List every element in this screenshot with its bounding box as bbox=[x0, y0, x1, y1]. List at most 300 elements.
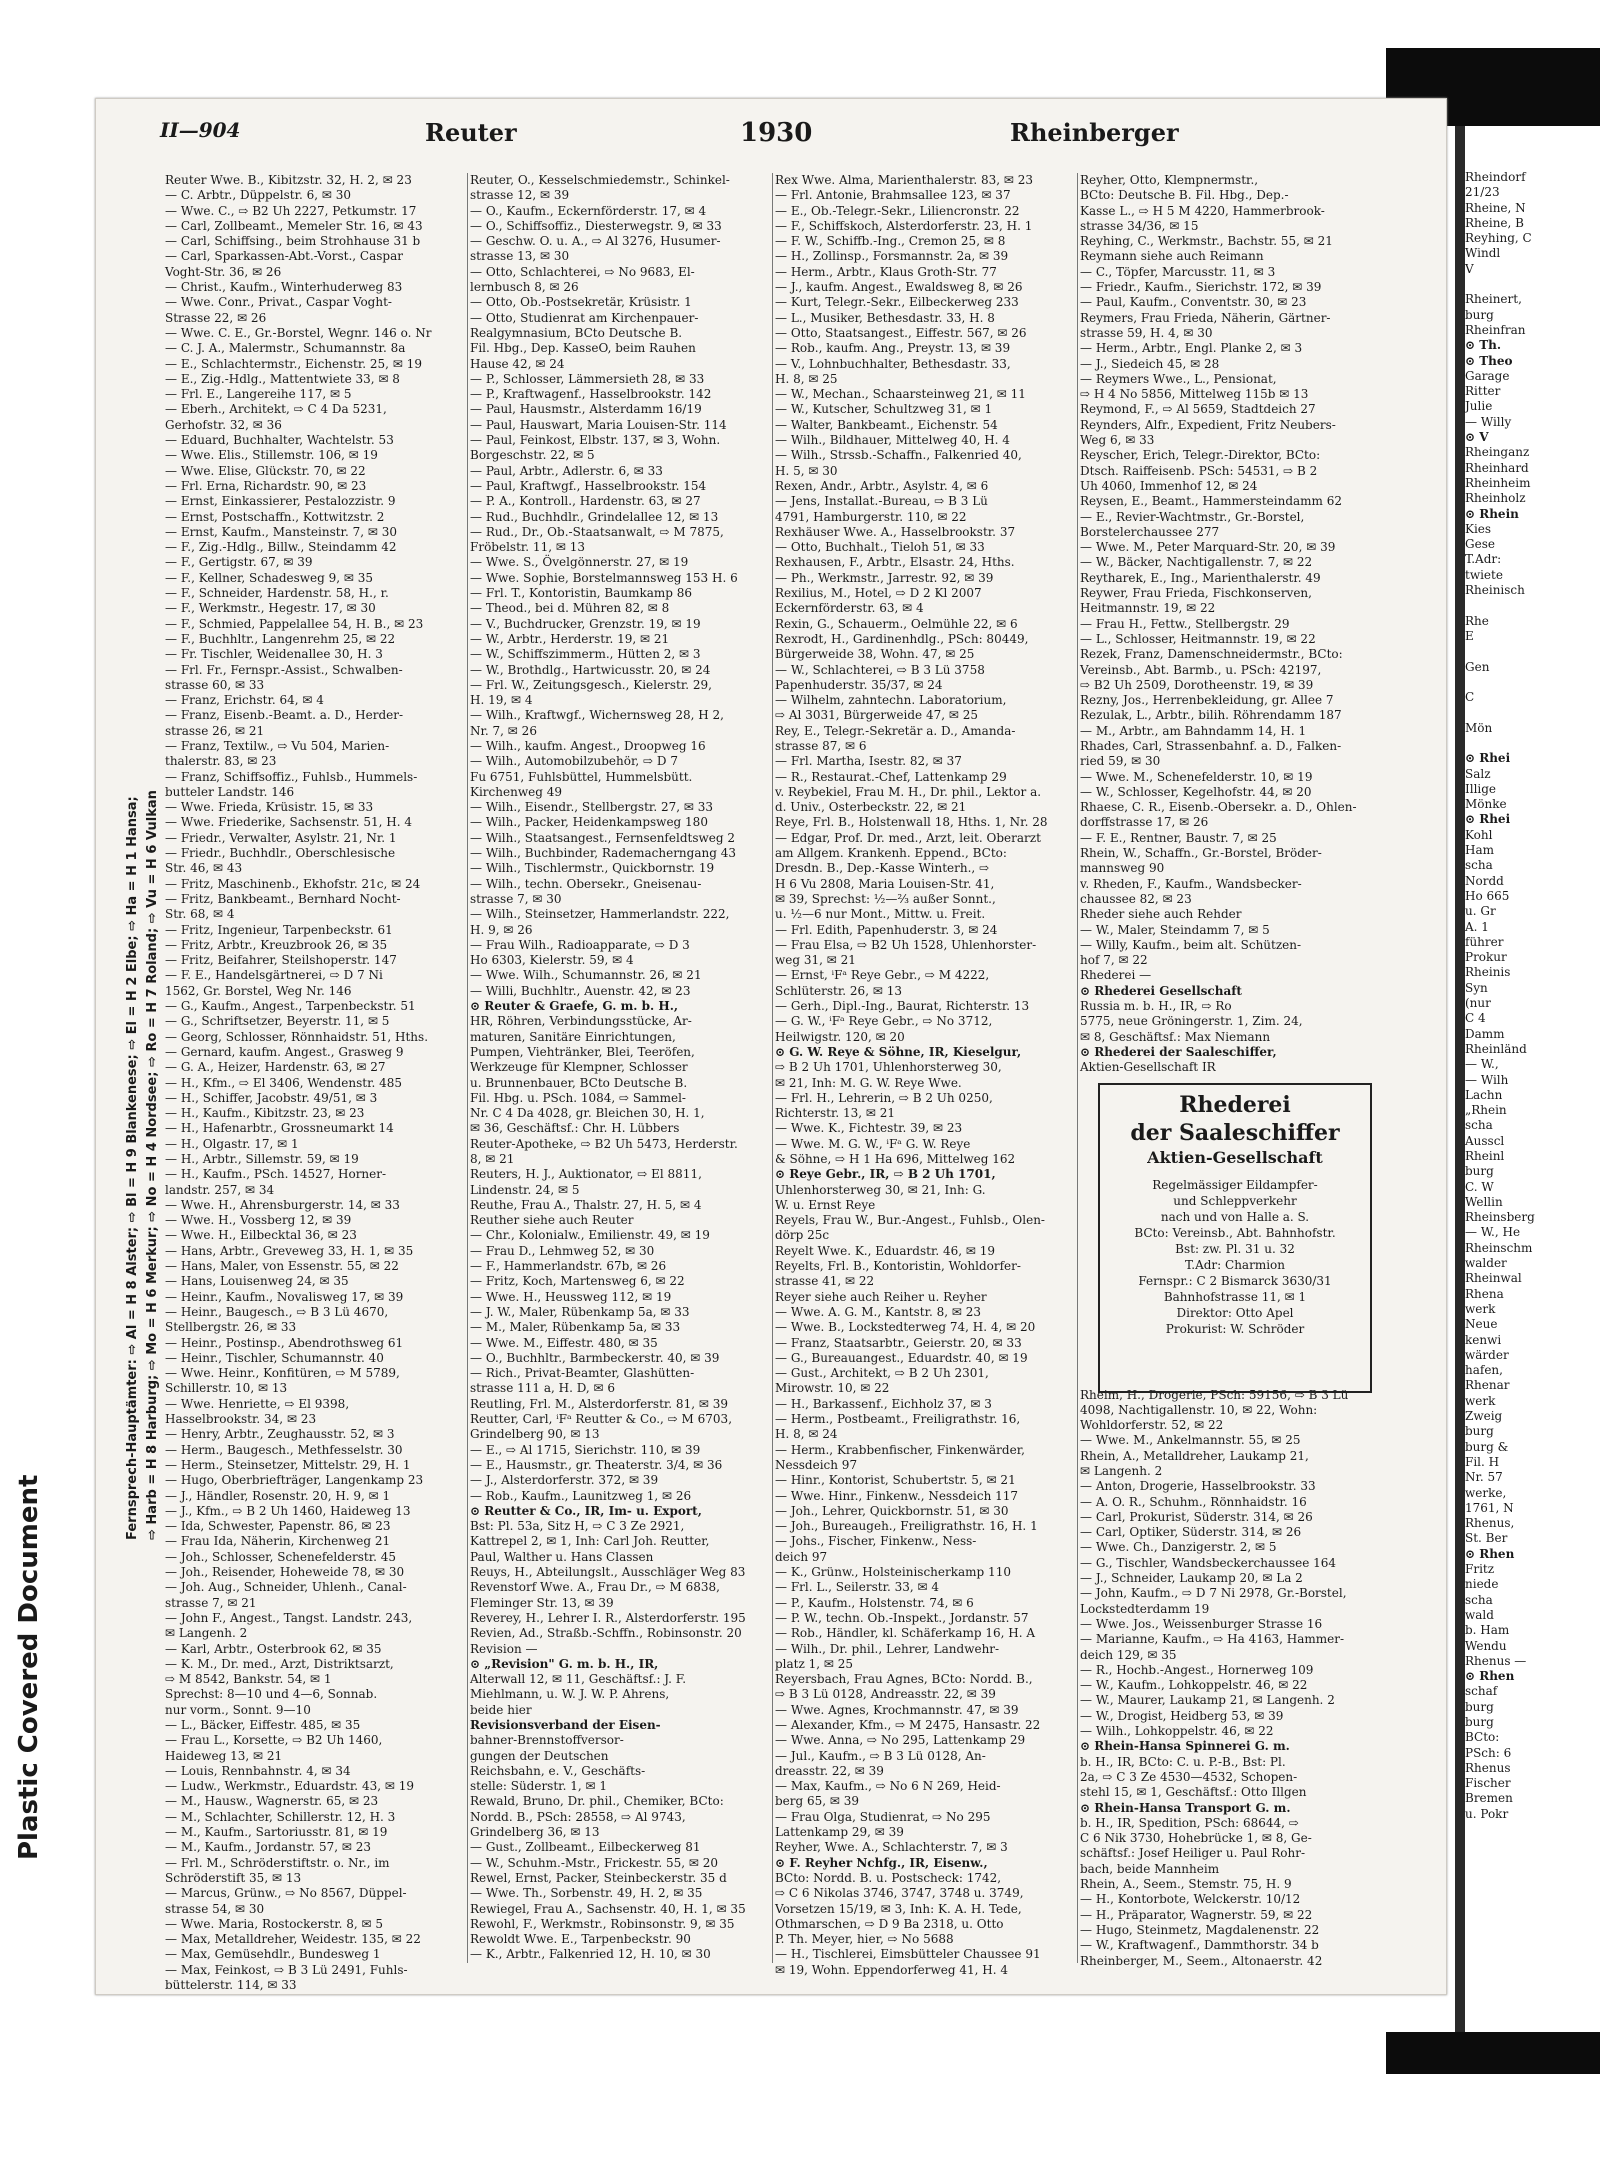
directory-entry: — H., Präparator, Wagnerstr. 59, ✉ 22 bbox=[1080, 1907, 1313, 1922]
directory-entry: Haideweg 13, ✉ 21 bbox=[165, 1748, 283, 1763]
directory-entry: Rewoldt Wwe. E., Tarpenbeckstr. 90 bbox=[470, 1932, 691, 1947]
directory-entry: Reyersbach, Frau Agnes, BCto: Nordd. B., bbox=[775, 1672, 1033, 1687]
directory-entry: — Paul, Arbtr., Adlerstr. 6, ✉ 33 bbox=[470, 463, 663, 478]
directory-entry: — Wwe. Th., Sorbenstr. 49, H. 2, ✉ 35 bbox=[470, 1886, 703, 1901]
directory-entry: strasse 26, ✉ 21 bbox=[165, 723, 265, 738]
directory-entry: — Eberh., Architekt, ⇨ C 4 Da 5231, bbox=[165, 402, 387, 417]
directory-entry: chaussee 82, ✉ 23 bbox=[1080, 891, 1192, 906]
directory-entry: Dresdn. B., Dep.-Kasse Winterh., ⇨ bbox=[775, 861, 990, 876]
directory-entry: ried 59, ✉ 30 bbox=[1080, 754, 1161, 769]
directory-entry: — Fritz, Arbtr., Kreuzbrook 26, ✉ 35 bbox=[165, 937, 388, 952]
directory-entry: berg 65, ✉ 39 bbox=[775, 1794, 860, 1809]
directory-entry: stelle: Süderstr. 1, ✉ 1 bbox=[470, 1779, 607, 1794]
directory-entry: — Joh. Aug., Schneider, Uhlenh., Canal- bbox=[165, 1580, 407, 1595]
directory-entry: ⇨ Al 3031, Bürgerweide 47, ✉ 25 bbox=[775, 708, 979, 723]
directory-entry: — C. J. A., Malermstr., Schumannstr. 8a bbox=[165, 341, 406, 356]
directory-entry: Rhe bbox=[1465, 613, 1489, 628]
directory-entry: b. Ham bbox=[1465, 1623, 1510, 1638]
directory-entry: — W., Kaufm., Lohkoppelstr. 46, ✉ 22 bbox=[1080, 1678, 1308, 1693]
directory-entry: — Franz, Textilw., ⇨ Vu 504, Marien- bbox=[165, 738, 390, 753]
directory-entry: — C., Töpfer, Marcusstr. 11, ✉ 3 bbox=[1080, 264, 1276, 279]
directory-entry: — H., Kfm., ⇨ El 3406, Wendenstr. 485 bbox=[165, 1075, 403, 1090]
directory-entry: Gerhofstr. 32, ✉ 36 bbox=[165, 417, 282, 432]
directory-entry: Nordd. B., PSch: 28558, ⇨ Al 9743, bbox=[470, 1809, 686, 1824]
directory-entry: — Chr., Kolonialw., Emilienstr. 49, ✉ 19 bbox=[470, 1228, 710, 1243]
directory-entry: — E., Hausmstr., gr. Theaterstr. 3/4, ✉ 36 bbox=[470, 1457, 723, 1472]
directory-entry: Richterstr. 13, ✉ 21 bbox=[775, 1106, 896, 1121]
directory-entry: Ritter bbox=[1465, 384, 1501, 399]
directory-entry: Ho 665 bbox=[1465, 888, 1510, 903]
directory-entry: BCto: Vereinsb., Abt. Bahnhofstr. bbox=[1134, 1226, 1336, 1240]
directory-entry: Rheine, B bbox=[1465, 215, 1524, 230]
directory-entry: — R., Hochb.-Angest., Hornerweg 109 bbox=[1080, 1662, 1314, 1677]
directory-entry: — Fr. Tischler, Weidenallee 30, H. 3 bbox=[165, 647, 383, 662]
directory-entry: Dtsch. Raiffeisenb. PSch: 54531, ⇨ B 2 bbox=[1080, 463, 1318, 478]
directory-entry: scha bbox=[1465, 1118, 1493, 1133]
directory-entry: Othmarschen, ⇨ D 9 Ba 2318, u. Otto bbox=[775, 1916, 1004, 1931]
directory-column-4 bbox=[1080, 173, 1380, 1973]
directory-entry: Vorsetzen 15/19, ✉ 3, Inh: K. A. H. Tede, bbox=[775, 1901, 1022, 1916]
directory-entry: — H., Tischlerei, Eimsbütteler Chaussee 91 bbox=[775, 1947, 1041, 1962]
directory-entry: — Frl. L., Seilerstr. 33, ✉ 4 bbox=[775, 1580, 940, 1595]
directory-entry: Prokurist: W. Schröder bbox=[1165, 1322, 1305, 1336]
directory-entry: Direktor: Otto Apel bbox=[1176, 1306, 1294, 1320]
ad-title-line-3: Aktien-Gesellschaft bbox=[1147, 1148, 1323, 1167]
directory-entry: — Wwe. Wilh., Schumannstr. 26, ✉ 21 bbox=[470, 968, 702, 983]
column-rule bbox=[467, 173, 468, 1963]
directory-entry: — Wilh., kaufm. Angest., Droopweg 16 bbox=[470, 738, 706, 753]
directory-entry: Reuther siehe auch Reuter bbox=[470, 1213, 634, 1228]
directory-entry: Rheindorf bbox=[1465, 170, 1526, 184]
directory-entry: strasse 54, ✉ 30 bbox=[165, 1901, 265, 1916]
directory-entry: — O., Kaufm., Eckernförderstr. 17, ✉ 4 bbox=[470, 203, 707, 218]
directory-entry: — Frl. M., Schröderstiftstr. o. Nr., im bbox=[165, 1855, 390, 1870]
adjacent-page-edge bbox=[1465, 170, 1600, 1970]
directory-entry: C 6 Nik 3730, Hohebrücke 1, ✉ 8, Ge- bbox=[1080, 1831, 1312, 1846]
directory-entry: — Joh., Bureaugeh., Freiligrathstr. 16, H. 1 bbox=[775, 1519, 1038, 1534]
directory-entry: Paul, Walther u. Hans Classen bbox=[470, 1549, 654, 1564]
directory-entry: Lattenkamp 29, ✉ 39 bbox=[775, 1825, 904, 1840]
directory-entry: — Herm., Arbtr., Engl. Planke 2, ✉ 3 bbox=[1080, 341, 1303, 356]
directory-entry: maturen, Sanitäre Einrichtungen, bbox=[470, 1029, 676, 1044]
directory-entry: H. 9, ✉ 26 bbox=[470, 922, 533, 937]
directory-entry: ⊙ Reuter & Graefe, G. m. b. H., bbox=[470, 999, 679, 1014]
directory-entry bbox=[1465, 644, 1600, 659]
directory-entry: — Fritz, Maschinenb., Ekhofstr. 21c, ✉ 24 bbox=[165, 876, 421, 891]
directory-entry: — Frl. Martha, Isestr. 82, ✉ 37 bbox=[775, 754, 962, 769]
directory-entry: — H., Arbtr., Sillemstr. 59, ✉ 19 bbox=[165, 1152, 359, 1166]
directory-entry: Ham bbox=[1465, 843, 1494, 858]
directory-entry: — W., Kutscher, Schultzweg 31, ✉ 1 bbox=[775, 402, 993, 417]
directory-entry: — Carl, Optiker, Süderstr. 314, ✉ 26 bbox=[1080, 1525, 1302, 1540]
directory-entry: & Söhne, ⇨ H 1 Ha 696, Mittelweg 162 bbox=[775, 1152, 1016, 1166]
directory-entry: — Wwe. M. G. W., ⁱFᵃ G. W. Reye bbox=[775, 1136, 971, 1151]
directory-entry: lernbusch 8, ✉ 26 bbox=[470, 280, 579, 295]
directory-entry: — Wwe. Heinr., Konfitüren, ⇨ M 5789, bbox=[165, 1366, 400, 1381]
directory-entry: Hause 42, ✉ 24 bbox=[470, 356, 565, 371]
directory-entry: — Heinr., Postinsp., Abendrothsweg 61 bbox=[165, 1335, 404, 1350]
directory-entry: Fröbelstr. 11, ✉ 13 bbox=[470, 540, 585, 555]
directory-entry: 4098, Nachtigallenstr. 10, ✉ 22, Wohn: bbox=[1080, 1402, 1318, 1417]
directory-entry: — Max, Kaufm., ⇨ No 6 N 269, Heid- bbox=[775, 1779, 1001, 1794]
directory-entry: — Reymers Wwe., L., Pensionat, bbox=[1080, 371, 1277, 386]
directory-entry: Rezny, Jos., Herrenbekleidung, gr. Allee 7 bbox=[1080, 693, 1334, 708]
directory-entry bbox=[1465, 598, 1600, 613]
directory-entry: — Wilh., Automobilzubehör, ⇨ D 7 bbox=[470, 754, 678, 769]
directory-entry: — Georg, Schlosser, Rönnhaidstr. 51, Hths. bbox=[165, 1029, 429, 1044]
directory-entry: — M., Hausw., Wagnerstr. 65, ✉ 23 bbox=[165, 1794, 379, 1809]
directory-entry: — Wilh., techn. Obersekr., Gneisenau- bbox=[470, 876, 702, 891]
directory-entry: burg & bbox=[1465, 1439, 1509, 1454]
directory-entry: — P., Kaufm., Holstenstr. 74, ✉ 6 bbox=[775, 1595, 974, 1610]
directory-entry: Reyher, Otto, Klempnermstr., bbox=[1080, 173, 1259, 187]
directory-entry: — W., Brothdlg., Hartwicusstr. 20, ✉ 24 bbox=[470, 662, 711, 677]
directory-entry: — Henry, Arbtr., Zeughausstr. 52, ✉ 3 bbox=[165, 1427, 395, 1442]
directory-entry: — H., Schiffer, Jacobstr. 49/51, ✉ 3 bbox=[165, 1090, 378, 1105]
directory-entry: Fischer bbox=[1465, 1776, 1511, 1791]
directory-entry: Borgeschstr. 22, ✉ 5 bbox=[470, 448, 595, 463]
directory-entry: — Karl, Arbtr., Osterbrook 62, ✉ 35 bbox=[165, 1641, 382, 1656]
directory-entry: — F., Schneider, Hardenstr. 58, H., r. bbox=[165, 586, 389, 601]
directory-entry: Rheinsberg bbox=[1465, 1210, 1535, 1225]
directory-entry: und Schleppverkehr bbox=[1173, 1194, 1297, 1208]
directory-entry: — H., Kaufm., Kibitzstr. 23, ✉ 23 bbox=[165, 1106, 365, 1121]
directory-entry: Eckernförderstr. 63, ✉ 4 bbox=[775, 601, 924, 616]
directory-entry: St. Ber bbox=[1465, 1531, 1508, 1546]
directory-entry: Rewohl, F., Werkmstr., Robinsonstr. 9, ✉ 35 bbox=[470, 1916, 735, 1931]
directory-entry bbox=[1465, 675, 1600, 690]
directory-entry: — W., Bäcker, Nachtigallenstr. 7, ✉ 22 bbox=[1080, 555, 1313, 570]
directory-entry: — F., Gertigstr. 67, ✉ 39 bbox=[165, 555, 313, 570]
directory-entry: — Marcus, Grünw., ⇨ No 8567, Düppel- bbox=[165, 1886, 407, 1901]
directory-entry bbox=[1465, 277, 1600, 292]
directory-entry: — G. A., Heizer, Hardenstr. 63, ✉ 27 bbox=[165, 1060, 386, 1075]
directory-entry: platz 1, ✉ 25 bbox=[775, 1656, 854, 1671]
directory-entry: — Rob., kaufm. Ang., Preystr. 13, ✉ 39 bbox=[775, 341, 1011, 356]
directory-entry: Lachn bbox=[1465, 1087, 1503, 1102]
directory-entry: ⇨ M 8542, Bankstr. 54, ✉ 1 bbox=[165, 1672, 332, 1687]
directory-entry: — Wilhelm, zahntechn. Laboratorium, bbox=[775, 693, 1007, 708]
directory-entry: Revenstorf Wwe. A., Frau Dr., ⇨ M 6838, bbox=[470, 1580, 720, 1595]
directory-entry: 21/23 bbox=[1465, 185, 1500, 200]
directory-entry: 5775, neue Gröningerstr. 1, Zim. 24, bbox=[1080, 1014, 1303, 1029]
directory-entry: — W., bbox=[1465, 1057, 1499, 1072]
directory-entry: — G., Schriftsetzer, Beyerstr. 11, ✉ 5 bbox=[165, 1014, 390, 1029]
directory-entry: v. Rheden, F., Kaufm., Wandsbecker- bbox=[1080, 876, 1302, 891]
directory-entry: T.Adr: Charmion bbox=[1185, 1258, 1285, 1272]
directory-entry: — J. W., Maler, Rübenkamp 5a, ✉ 33 bbox=[470, 1304, 690, 1319]
directory-entry: — J., Händler, Rosenstr. 20, H. 9, ✉ 1 bbox=[165, 1488, 391, 1503]
directory-entry: — Ernst, Kaufm., Mansteinstr. 7, ✉ 30 bbox=[165, 524, 398, 539]
directory-entry: 1761, N bbox=[1465, 1500, 1514, 1515]
directory-entry: — Ernst, Einkassierer, Pestalozzistr. 9 bbox=[165, 494, 396, 509]
directory-entry: Reverey, H., Lehrer I. R., Alsterdorferstr. 195 bbox=[470, 1610, 746, 1625]
directory-entry: — Wwe. Frieda, Krüsistr. 15, ✉ 33 bbox=[165, 800, 374, 815]
directory-entry: — Walter, Bankbeamt., Eichenstr. 54 bbox=[775, 417, 998, 432]
directory-entry: — Joh., Schlosser, Schenefelderstr. 45 bbox=[165, 1549, 397, 1564]
directory-entry: Kohl bbox=[1465, 827, 1493, 842]
directory-entry: ⊙ Rhen bbox=[1465, 1669, 1515, 1684]
directory-entry: — Wilh., Packer, Heidenkampsweg 180 bbox=[470, 815, 708, 830]
directory-entry: Reyelt Wwe. K., Eduardstr. 46, ✉ 19 bbox=[775, 1243, 996, 1258]
directory-entry: beide hier bbox=[470, 1702, 532, 1717]
directory-entry: deich 97 bbox=[775, 1549, 828, 1564]
directory-entry: dörp 25c bbox=[775, 1228, 830, 1243]
directory-entry: — Ernst, Postschaffn., Kottwitzstr. 2 bbox=[165, 509, 385, 524]
directory-entry: — Friedr., Kaufm., Sierichstr. 172, ✉ 39 bbox=[1080, 280, 1322, 295]
directory-entry: Lindenstr. 24, ✉ 5 bbox=[470, 1182, 580, 1197]
directory-entry: — Gernard, kaufm. Angest., Grasweg 9 bbox=[165, 1044, 404, 1059]
directory-entry: — Frl. Erna, Richardstr. 90, ✉ 23 bbox=[165, 478, 367, 493]
directory-entry: Nr. C 4 Da 4028, gr. Bleichen 30, H. 1, bbox=[470, 1106, 705, 1121]
directory-entry: ⊙ G. W. Reye & Söhne, IR, Kieselgur, bbox=[775, 1044, 1022, 1059]
directory-entry: — Hans, Maler, von Essenstr. 55, ✉ 22 bbox=[165, 1259, 399, 1274]
directory-entry: Fritz bbox=[1465, 1562, 1495, 1577]
directory-entry: — Rud., Dr., Ob.-Staatsanwalt, ⇨ M 7875, bbox=[470, 524, 724, 539]
directory-entry: — Friedr., Verwalter, Asylstr. 21, Nr. 1 bbox=[165, 830, 397, 845]
directory-entry: — G., Bureauangest., Eduardstr. 40, ✉ 19 bbox=[775, 1350, 1028, 1365]
directory-entry: Reyhing, C., Werkmstr., Bachstr. 55, ✉ 21 bbox=[1080, 234, 1333, 249]
directory-entry: — Franz, Eisenb.-Beamt. a. D., Herder- bbox=[165, 708, 404, 723]
directory-entry: — V., Lohnbuchhalter, Bethesdastr. 33, bbox=[775, 356, 1011, 371]
directory-entry: — Kurt, Telegr.-Sekr., Eilbeckerweg 233 bbox=[775, 295, 1019, 310]
directory-entry: strasse 12, ✉ 39 bbox=[470, 188, 570, 203]
directory-entry: Bahnhofstrasse 11, ✉ 1 bbox=[1163, 1290, 1307, 1304]
directory-entry: Rexin, G., Schauerm., Oelmühle 22, ✉ 6 bbox=[775, 616, 1018, 631]
directory-entry: — P. A., Kontroll., Hardenstr. 63, ✉ 27 bbox=[470, 494, 701, 509]
directory-entry bbox=[1465, 736, 1600, 751]
directory-entry: — Joh., Lehrer, Quickbornstr. 51, ✉ 30 bbox=[775, 1503, 1009, 1518]
directory-entry: Uh 4060, Immenhof 12, ✉ 24 bbox=[1080, 478, 1258, 493]
directory-entry: Rhaese, C. R., Eisenb.-Obersekr. a. D., Ohlen- bbox=[1080, 800, 1357, 815]
directory-column-1 bbox=[165, 173, 465, 1993]
directory-entry: — E., ⇨ Al 1715, Sierichstr. 110, ✉ 39 bbox=[470, 1442, 701, 1457]
directory-entry: dorffstrasse 17, ✉ 26 bbox=[1080, 815, 1209, 830]
directory-entry: Schillerstr. 10, ✉ 13 bbox=[165, 1381, 288, 1396]
directory-entry: — Herm., Steinsetzer, Mittelstr. 29, H. 1 bbox=[165, 1457, 411, 1472]
directory-entry: — W., Arbtr., Herderstr. 19, ✉ 21 bbox=[470, 631, 670, 646]
directory-entry: — Wwe. S., Övelgönnerstr. 27, ✉ 19 bbox=[470, 555, 689, 570]
directory-entry: ✉ Langenh. 2 bbox=[165, 1626, 248, 1641]
directory-entry: — Alexander, Kfm., ⇨ M 2475, Hansastr. 22 bbox=[775, 1717, 1041, 1732]
directory-entry: Prokur bbox=[1465, 950, 1507, 965]
directory-entry: Rheinl bbox=[1465, 1149, 1505, 1163]
directory-entry: — Herm., Krabbenfischer, Finkenwärder, bbox=[775, 1442, 1025, 1457]
directory-entry: burg bbox=[1465, 1714, 1494, 1729]
directory-entry: Rhein, A., Metalldreher, Laukamp 21, bbox=[1080, 1448, 1309, 1463]
directory-entry: — W., Schiffszimmerm., Hütten 2, ✉ 3 bbox=[470, 647, 701, 662]
directory-entry: — P., Kraftwagenf., Hasselbrookstr. 142 bbox=[470, 387, 712, 402]
directory-entry: — Anton, Drogerie, Hasselbrookstr. 33 bbox=[1080, 1479, 1316, 1494]
directory-entry: — Wwe. H., Heussweg 112, ✉ 19 bbox=[470, 1289, 672, 1304]
directory-entry: deich 129, ✉ 35 bbox=[1080, 1647, 1177, 1662]
directory-entry: 2a, ⇨ C 3 Ze 4530—4532, Schopen- bbox=[1080, 1769, 1298, 1784]
directory-entry: führer bbox=[1465, 934, 1504, 949]
directory-entry: „Rhein bbox=[1465, 1103, 1507, 1118]
directory-entry: Rheinberger, M., Seem., Altonaerstr. 42 bbox=[1080, 1953, 1323, 1968]
directory-entry: — Max, Feinkost, ⇨ B 3 Lü 2491, Fuhls- bbox=[165, 1962, 408, 1977]
directory-entry: — Wwe. Ch., Danzigerstr. 2, ✉ 5 bbox=[1080, 1540, 1277, 1555]
directory-entry: BCto: Nordd. B. u. Postscheck: 1742, bbox=[775, 1870, 1002, 1885]
column-rule bbox=[772, 173, 773, 1963]
directory-entry: — Wwe. Friederike, Sachsenstr. 51, H. 4 bbox=[165, 815, 412, 830]
directory-entry: — Hugo, Steinmetz, Magdalenenstr. 22 bbox=[1080, 1922, 1320, 1937]
header-year: 1930 bbox=[740, 118, 813, 148]
directory-entry: — Wilh., Kraftwgf., Wichernsweg 28, H 2, bbox=[470, 708, 724, 723]
directory-entry: walder bbox=[1465, 1256, 1507, 1271]
directory-entry: — Edgar, Prof. Dr. med., Arzt, leit. Oberarzt bbox=[775, 830, 1041, 845]
directory-entry: Stellbergstr. 26, ✉ 33 bbox=[165, 1320, 297, 1335]
directory-entry: — Marianne, Kaufm., ⇨ Ha 4163, Hammer- bbox=[1080, 1632, 1345, 1647]
directory-entry: Nr. 57 bbox=[1465, 1470, 1503, 1485]
directory-entry: Fil. H bbox=[1465, 1454, 1500, 1469]
directory-entry: — Fritz, Beifahrer, Steilshoperstr. 147 bbox=[165, 953, 397, 968]
directory-entry: — H., Kontorbote, Welckerstr. 10/12 bbox=[1080, 1892, 1301, 1907]
directory-entry: Schlüterstr. 26, ✉ 13 bbox=[775, 983, 902, 998]
directory-entry: — J., kaufm. Angest., Ewaldsweg 8, ✉ 26 bbox=[775, 280, 1023, 295]
directory-entry: — Wilh., Buchbinder, Rademacherngang 43 bbox=[470, 846, 736, 861]
directory-entry: C bbox=[1465, 690, 1475, 705]
directory-entry: Rhenus, bbox=[1465, 1516, 1515, 1531]
directory-entry: — Rob., Händler, kl. Schäferkamp 16, H. A bbox=[775, 1626, 1036, 1641]
directory-entry: ✉ 39, Sprechst: ½—⅔ außer Sonnt., bbox=[775, 891, 996, 906]
directory-entry: thalerstr. 83, ✉ 23 bbox=[165, 754, 277, 769]
directory-entry: — Fritz, Ingenieur, Tarpenbeckstr. 61 bbox=[165, 922, 393, 937]
directory-entry: nach und von Halle a. S. bbox=[1160, 1210, 1310, 1224]
directory-entry: — Wwe. Sophie, Borstelmannsweg 153 H. 6 bbox=[470, 570, 738, 585]
directory-entry: Gen bbox=[1465, 659, 1490, 674]
directory-entry: Wendu bbox=[1465, 1638, 1507, 1653]
directory-entry: — Wilh bbox=[1465, 1072, 1509, 1087]
directory-entry: v. Reybekiel, Frau M. H., Dr. phil., Lektor a. bbox=[775, 784, 1042, 799]
directory-entry: landstr. 257, ✉ 34 bbox=[165, 1182, 275, 1197]
directory-entry: — Heinr., Tischler, Schumannstr. 40 bbox=[165, 1350, 384, 1365]
directory-entry: hof 7, ✉ 22 bbox=[1080, 953, 1148, 968]
directory-entry: Neue bbox=[1465, 1317, 1498, 1332]
directory-entry: ⊙ Rhein-Hansa Spinnerei G. m. bbox=[1080, 1739, 1290, 1754]
directory-column-3 bbox=[775, 173, 1075, 1977]
directory-entry: Rheder siehe auch Rehder bbox=[1080, 907, 1242, 922]
directory-entry: Gese bbox=[1465, 537, 1495, 552]
directory-entry: Reichsbahn, e. V., Geschäfts- bbox=[470, 1763, 646, 1778]
directory-entry: Illige bbox=[1465, 781, 1497, 796]
directory-entry: — Otto, Studienrat am Kirchenpauer- bbox=[470, 310, 699, 325]
directory-entry: — Wilh., Lohkoppelstr. 46, ✉ 22 bbox=[1080, 1724, 1274, 1739]
directory-entry: hafen, bbox=[1465, 1363, 1503, 1378]
directory-entry: Salz bbox=[1465, 766, 1491, 781]
directory-column-4-bottom bbox=[1080, 1388, 1380, 1969]
directory-entry: Kattrepel 2, ✉ 1, Inh: Carl Joh. Reutter, bbox=[470, 1534, 710, 1549]
directory-entry: — Christ., Kaufm., Winterhuderweg 83 bbox=[165, 280, 403, 295]
directory-entry: — F., Schmied, Pappelallee 54, H. B., ✉ 23 bbox=[165, 616, 424, 631]
directory-entry: Werkzeuge für Klempner, Schlosser bbox=[470, 1060, 688, 1075]
directory-entry: Str. 46, ✉ 43 bbox=[165, 861, 243, 876]
directory-entry: — Wwe. A. G. M., Kantstr. 8, ✉ 23 bbox=[775, 1304, 982, 1319]
directory-entry: Str. 68, ✉ 4 bbox=[165, 907, 235, 922]
directory-column-4-top bbox=[1080, 173, 1380, 1076]
directory-entry: Rewald, Bruno, Dr. phil., Chemiker, BCto: bbox=[470, 1794, 724, 1809]
directory-entry: — W., He bbox=[1465, 1225, 1521, 1240]
directory-entry: Rhederei — bbox=[1080, 968, 1152, 983]
directory-entry: — E., Schlachtermstr., Eichenstr. 25, ✉ 19 bbox=[165, 356, 422, 371]
directory-entry: ⇨ B 3 Lü 0128, Andreasstr. 22, ✉ 39 bbox=[775, 1687, 996, 1702]
directory-entry: — L., Musiker, Bethesdastr. 33, H. 8 bbox=[775, 310, 995, 325]
directory-entry: gungen der Deutschen bbox=[470, 1748, 609, 1763]
directory-entry: ⊙ F. Reyher Nchfg., IR, Eisenw., bbox=[775, 1855, 988, 1870]
directory-entry: — Ida, Schwester, Papenstr. 86, ✉ 23 bbox=[165, 1519, 391, 1534]
directory-entry: — F. E., Handelsgärtnerei, ⇨ D 7 Ni bbox=[165, 968, 383, 983]
directory-entry: — Rud., Buchhdlr., Grindelallee 12, ✉ 13 bbox=[470, 509, 719, 524]
directory-entry: Rheinheim bbox=[1465, 475, 1531, 490]
directory-entry: schaf bbox=[1465, 1684, 1498, 1699]
directory-entry: — Carl, Prokurist, Süderstr. 314, ✉ 26 bbox=[1080, 1509, 1313, 1524]
directory-entry: Papenhuderstr. 35/37, ✉ 24 bbox=[775, 677, 943, 692]
directory-entry: C. W bbox=[1465, 1179, 1494, 1194]
directory-entry: Rexhausen, F., Arbtr., Elsastr. 24, Hths. bbox=[775, 555, 1015, 570]
directory-entry: stehl 15, ✉ 1, Geschäftsf.: Otto Illgen bbox=[1080, 1785, 1307, 1800]
page-number: II—904 bbox=[160, 118, 241, 142]
directory-entry: burg bbox=[1465, 307, 1494, 322]
directory-entry: Rhenar bbox=[1465, 1378, 1510, 1393]
directory-entry: Rheinländ bbox=[1465, 1041, 1527, 1056]
side-label: Plastic Covered Document bbox=[14, 1474, 44, 1860]
directory-entry: Reyscher, Erich, Telegr.-Direktor, BCto: bbox=[1080, 448, 1321, 463]
directory-entry: — W., Kraftwagenf., Dammthorstr. 34 b bbox=[1080, 1938, 1319, 1953]
directory-entry: Rhades, Carl, Strassenbahnf. a. D., Falken- bbox=[1080, 738, 1342, 753]
directory-entry: — O., Schiffsoffiz., Diesterwegstr. 9, ✉ 33 bbox=[470, 218, 722, 233]
directory-entry: Rezulak, L., Arbtr., bilih. Röhrendamm 187 bbox=[1080, 708, 1342, 723]
directory-entry: — Wilh., Staatsangest., Fernsenfeldtsweg 2 bbox=[470, 830, 735, 845]
directory-entry: ✉ 19, Wohn. Eppendorferweg 41, H. 4 bbox=[775, 1962, 1008, 1977]
directory-entry: — W., Drogist, Heidberg 53, ✉ 39 bbox=[1080, 1708, 1284, 1723]
directory-entry: — J., Kfm., ⇨ B 2 Uh 1460, Haideweg 13 bbox=[165, 1503, 411, 1518]
directory-entry: — Wwe. Henriette, ⇨ El 9398, bbox=[165, 1396, 350, 1411]
directory-entry: schäftsf.: Josef Heiliger u. Paul Rohr- bbox=[1080, 1846, 1306, 1861]
header-left-name: Reuter bbox=[425, 118, 517, 147]
directory-entry: — Paul, Feinkost, Elbstr. 137, ✉ 3, Wohn. bbox=[470, 433, 721, 448]
directory-entry: Reyhing, C bbox=[1465, 231, 1532, 246]
directory-entry: — Otto, Ob.-Postsekretär, Krüsistr. 1 bbox=[470, 295, 692, 310]
margin-exchange-legend-2: ⇨ Harb = H 8 Harburg; ⇨ Mo = H 6 Merkur; ⇨ No = H 4 Nordsee; ⇨ Ro = H 7 Roland; ⇨ Vu = H 6 Vulkan bbox=[145, 790, 160, 1540]
directory-entry: 1562, Gr. Borstel, Weg Nr. 146 bbox=[165, 983, 352, 998]
directory-entry: twiete bbox=[1465, 567, 1503, 582]
page-header bbox=[160, 118, 1179, 158]
directory-entry: strasse 59, H. 4, ✉ 30 bbox=[1080, 325, 1213, 340]
directory-entry: Rhein, W., Schaffn., Gr.-Borstel, Bröder- bbox=[1080, 846, 1322, 861]
directory-entry: strasse 7, ✉ 30 bbox=[470, 891, 562, 906]
directory-entry: Reuter Wwe. B., Kibitzstr. 32, H. 2, ✉ 23 bbox=[165, 173, 412, 187]
directory-entry: d. Univ., Osterbeckstr. 22, ✉ 21 bbox=[775, 800, 967, 815]
directory-entry: Reymers, Frau Frieda, Näherin, Gärtner- bbox=[1080, 310, 1331, 325]
directory-entry: — W., Maler, Steindamm 7, ✉ 5 bbox=[1080, 922, 1270, 937]
directory-entry: — Max, Metalldreher, Weidestr. 135, ✉ 22 bbox=[165, 1932, 421, 1947]
directory-entry: — Wwe. B., Lockstedterweg 74, H. 4, ✉ 20 bbox=[775, 1320, 1036, 1335]
ad-title-line-1: Rhederei bbox=[1179, 1092, 1291, 1118]
directory-entry: — Wwe. Hinr., Finkenw., Nessdeich 117 bbox=[775, 1488, 1019, 1503]
scan-page-gutter bbox=[1455, 126, 1465, 2032]
directory-entry: — K., Grünw., Holsteinischerkamp 110 bbox=[775, 1565, 1011, 1580]
directory-entry: Reytharek, E., Ing., Marienthalerstr. 49 bbox=[1080, 570, 1321, 585]
directory-entry: C 4 bbox=[1465, 1011, 1486, 1026]
directory-entry: b. H., IR, BCto: C. u. P.-B., Bst: Pl. bbox=[1080, 1754, 1286, 1769]
directory-entry: ⇨ B2 Uh 2509, Dorotheenstr. 19, ✉ 39 bbox=[1080, 677, 1314, 692]
directory-entry: — Franz, Staatsarbtr., Geierstr. 20, ✉ 33 bbox=[775, 1335, 1022, 1350]
directory-entry: — F., Hammerlandstr. 67b, ✉ 26 bbox=[470, 1259, 667, 1274]
directory-entry: Realgymnasium, BCto Deutsche B. bbox=[470, 325, 683, 340]
directory-entry: — Heinr., Baugesch., ⇨ B 3 Lü 4670, bbox=[165, 1304, 389, 1319]
directory-entry: Pumpen, Viehtränker, Blei, Teeröfen, bbox=[470, 1044, 695, 1059]
directory-entry: — Joh., Reisender, Hoheweide 78, ✉ 30 bbox=[165, 1565, 405, 1580]
